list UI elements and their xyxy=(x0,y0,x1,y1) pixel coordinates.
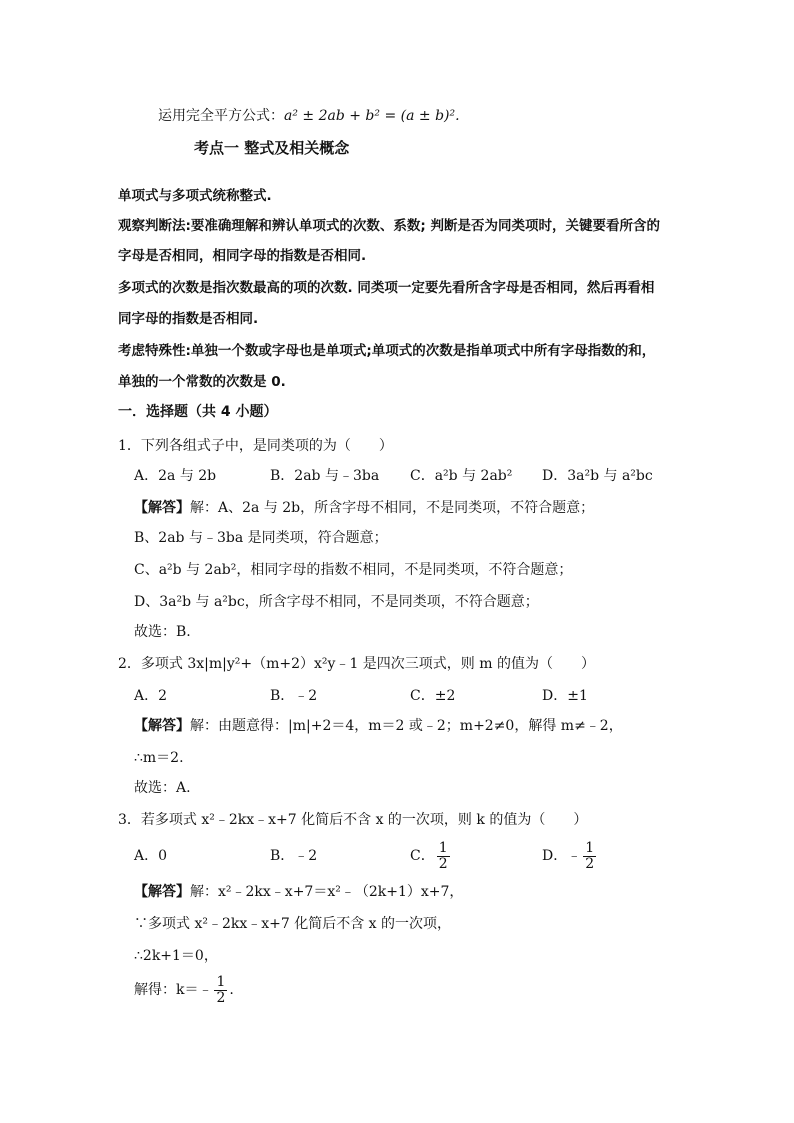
q3-option-c-label: C． xyxy=(410,848,435,864)
q3-answer-line-2: ∵多项式 x²﹣2kx﹣x+7 化简后不含 x 的一次项， xyxy=(134,916,452,932)
q1-stem: 1．下列各组式子中，是同类项的为（ ） xyxy=(118,438,393,454)
q2-answer-text-1: 解：由题意得：|m|+2＝4，m＝2 或﹣2；m+2≠0，解得 m≠﹣2， xyxy=(190,718,623,734)
q1-answer-line-5: 故选：B. xyxy=(134,624,191,640)
intro-p1: 单项式与多项式统称整式. xyxy=(118,188,272,204)
q3-option-b: B．﹣2 xyxy=(270,848,318,864)
q3-answer-line-3: ∴2k+1＝0， xyxy=(134,948,218,964)
intro-p2a: 观察判断法:要准确理解和辨认单项式的次数、系数; 判断是否为同类项时，关键要看所含的 xyxy=(118,218,660,234)
intro-p2b: 字母是否相同，相同字母的指数是否相同. xyxy=(118,248,367,264)
formula-prefix: 运用完全平方公式： xyxy=(158,108,284,124)
q2-answer-line-1 xyxy=(134,716,623,736)
fraction-denominator: 2 xyxy=(585,855,595,872)
q3-option-d xyxy=(542,838,598,874)
q3-option-d-fraction xyxy=(583,841,596,872)
q1-option-a: A．2a 与 2b xyxy=(134,468,217,484)
q1-answer-text-1: 解：A、2a 与 2b，所含字母不相同，不是同类项，不符合题意； xyxy=(190,500,595,516)
q1-answer-line-2: B、2ab 与﹣3ba 是同类项，符合题意； xyxy=(134,530,388,546)
intro-p4b: 单独的一个常数的次数是 0. xyxy=(118,374,286,390)
q3-answer-fraction xyxy=(214,975,227,1006)
formula-expression: a² ± 2ab + b² = (a ± b)². xyxy=(284,108,460,124)
q2-option-b: B．﹣2 xyxy=(270,688,318,704)
section-title: 考点一 整式及相关概念 xyxy=(194,139,350,157)
q1-option-b: B．2ab 与﹣3ba xyxy=(270,468,380,484)
q1-answer-line-3: C、a²b 与 2ab²，相同字母的指数不相同，不是同类项，不符合题意； xyxy=(134,562,573,578)
q3-stem: 3．若多项式 x²﹣2kx﹣x+7 化简后不含 x 的一次项，则 k 的值为（ ） xyxy=(118,812,588,828)
q3-answer-line-1 xyxy=(134,882,463,902)
q1-answer-tag: 【解答】 xyxy=(134,500,190,516)
fraction-numerator: 1 xyxy=(438,839,448,856)
q2-stem: 2．多项式 3x|m|y²+（m+2）x²y﹣1 是四次三项式，则 m 的值为（ ） xyxy=(118,656,595,672)
fraction-numerator: 1 xyxy=(585,839,595,856)
q2-answer-line-2: ∴m＝2. xyxy=(134,750,184,766)
q1-option-d: D．3a²b 与 a²bc xyxy=(542,468,653,484)
q3-answer-text-1: 解：x²﹣2kx﹣x+7＝x²﹣（2k+1）x+7， xyxy=(190,884,464,900)
q2-answer-line-3: 故选：A. xyxy=(134,780,191,796)
q3-option-a: A．0 xyxy=(134,848,168,864)
q3-answer-4-suffix: . xyxy=(229,982,234,998)
formula-line xyxy=(158,106,460,126)
intro-p3a: 多项式的次数是指次数最高的项的次数. 同类项一定要先看所含字母是否相同，然后再看相 xyxy=(118,280,655,296)
q1-option-c: C．a²b 与 2ab² xyxy=(410,468,513,484)
q3-option-d-label: D．﹣ xyxy=(542,848,582,864)
q3-option-c-fraction xyxy=(437,841,450,872)
q1-answer-line-4: D、3a²b 与 a²bc，所含字母不相同，不是同类项，不符合题意； xyxy=(134,594,539,610)
fraction-numerator: 1 xyxy=(216,973,226,990)
q2-option-c: C．±2 xyxy=(410,688,456,704)
intro-p3b: 同字母的指数是否相同. xyxy=(118,311,259,327)
fraction-denominator: 2 xyxy=(438,855,448,872)
q2-option-d: D．±1 xyxy=(542,688,588,704)
intro-p4a: 考虑特殊性:单独一个数或字母也是单项式;单项式的次数是指单项式中所有字母指数的和， xyxy=(118,343,656,359)
q2-answer-tag: 【解答】 xyxy=(134,718,190,734)
q2-option-a: A．2 xyxy=(134,688,168,704)
fraction-denominator: 2 xyxy=(216,989,226,1006)
q3-answer-tag: 【解答】 xyxy=(134,884,190,900)
q3-answer-4-prefix: 解得：k＝﹣ xyxy=(134,982,213,998)
q3-option-c xyxy=(410,838,452,874)
q3-answer-line-4 xyxy=(134,972,234,1008)
choice-section-heading: 一．选择题（共 4 小题） xyxy=(118,404,278,420)
q1-answer-line-1 xyxy=(134,498,594,518)
